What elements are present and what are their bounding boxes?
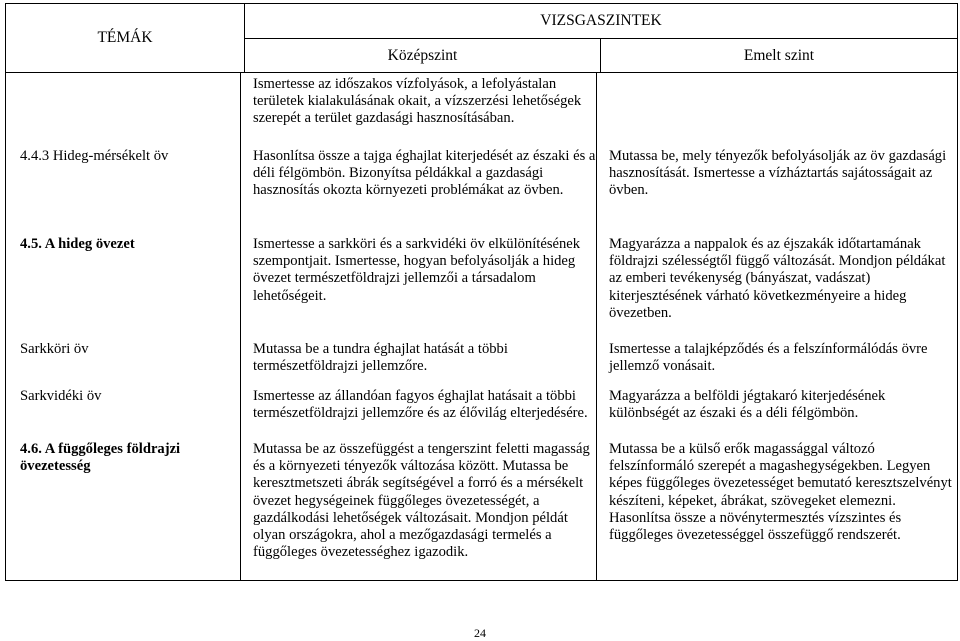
row-3-emelt: Ismertesse a talajképződés és a felszínformálódás övre jellemző vonásait. <box>609 341 928 375</box>
row-0-kozep: Ismertesse az időszakos vízfolyások, a lefolyástalan területek kialakulásának okait, a vízszerzési lehetőségek szerepét a terület gazdasági hasznosításában. <box>253 76 582 127</box>
row-5-kozep: Mutassa be az összefüggést a tengerszint feletti magasság és a környezeti tényezők változása között. Mutassa be keresztmetszeti ábrák segítségével a forró és a mérsékelt övezet hegységeinek függőleges övezetességét, a gazdálkodási lehetőségek változásait. Mondjon példát olyan országokra, ahol a mezőgazdasági termelés a függőleges övezetességhez igazodik. <box>253 441 590 561</box>
row-4-topic: Sarkvidéki öv <box>20 388 102 404</box>
header-temak: TÉMÁK <box>5 3 245 73</box>
header-kozepszint: Középszint <box>244 38 601 73</box>
row-3-kozep: Mutassa be a tundra éghajlat hatását a többi természetföldrajzi jellemzőre. <box>253 341 508 375</box>
row-4-emelt: Magyarázza a belföldi jégtakaró kiterjedésének különbségét az északi és a déli félgömbön. <box>609 388 886 422</box>
table-body <box>5 73 958 581</box>
page-number: 24 <box>474 626 486 640</box>
table-header <box>5 3 958 73</box>
row-4-kozep: Ismertesse az állandóan fagyos éghajlat hatásait a többi természetföldrajzi jellemzőre és az élővilág elterjedésére. <box>253 388 588 422</box>
row-3-topic: Sarkköri öv <box>20 341 89 357</box>
row-1-topic: 4.4.3 Hideg-mérsékelt öv <box>20 148 169 164</box>
row-2-emelt: Magyarázza a nappalok és az éjszakák időtartamának földrajzi szélességtől függő változását. Mondjon példákat az emberi tevékenység (bányászat, vadászat) kiterjesztésének várható következményeire a hideg övezetben. <box>609 236 946 321</box>
row-2-topic: 4.5. A hideg övezet <box>20 236 135 252</box>
row-1-kozep: Hasonlítsa össze a tajga éghajlat kiterjedését az északi és a déli félgömbön. Bizonyítsa példákkal a gazdasági hasznosítás okozta környezeti problémákat az övben. <box>253 148 596 199</box>
row-5-emelt: Mutassa be a külső erők magassággal változó felszínformáló szerepét a magashegységekben. Legyen képes függőleges övezetességet bemutató keresztszelvényt készíteni, képeket, ábrákat, szövegeket elemezni. Hasonlítsa össze a növénytermesztés vízszintes és függőleges övezetességgel összefüggő rendszerét. <box>609 441 952 544</box>
row-5-topic: 4.6. A függőleges földrajzi övezetesség <box>20 441 181 475</box>
row-1-emelt: Mutassa be, mely tényezők befolyásolják az öv gazdasági hasznosítását. Ismertesse a vízháztartás sajátosságait az övben. <box>609 148 947 199</box>
header-vizsgaszintek: VIZSGASZINTEK <box>244 3 958 39</box>
header-emelt-szint: Emelt szint <box>600 38 958 73</box>
row-2-kozep: Ismertesse a sarkköri és a sarkvidéki öv elkülönítésének szempontjait. Ismertesse, hogyan befolyásolják a hideg övezet természetföldrajzi jellemzői a társadalom lehetőségeit. <box>253 236 581 304</box>
